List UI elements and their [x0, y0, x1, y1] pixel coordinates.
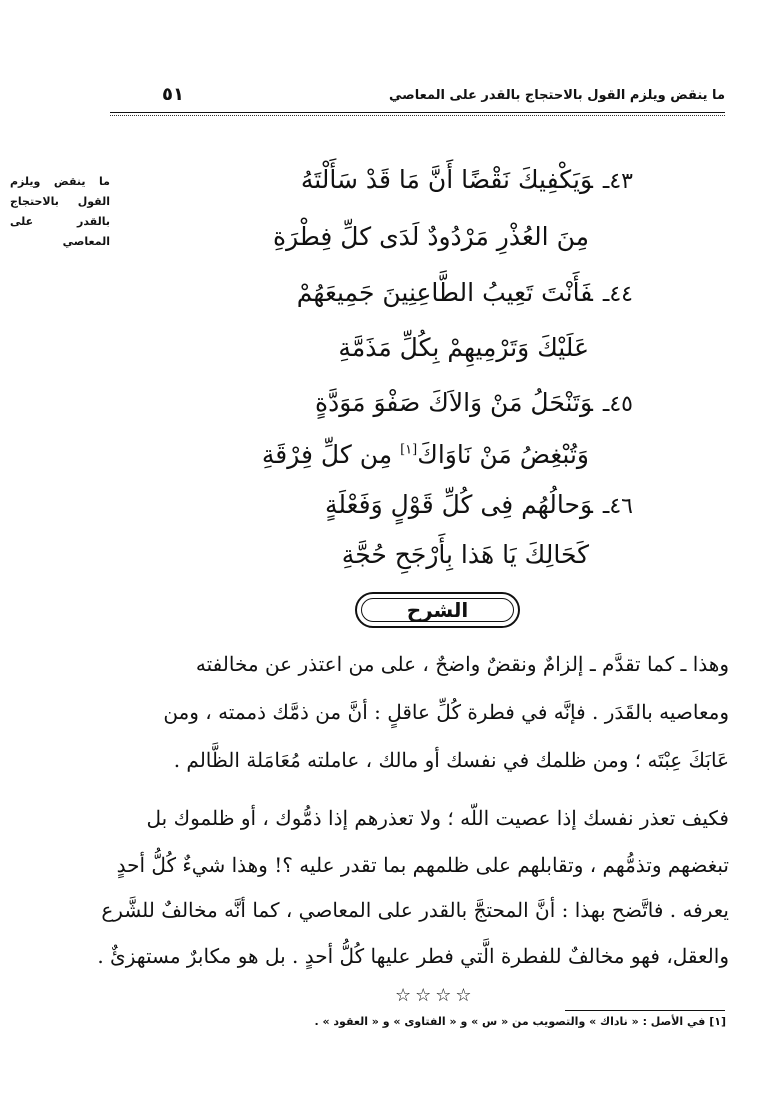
verse-number: ٤٣ـ [602, 169, 633, 194]
verse-44-second-hemistich: عَلَيْكَ وَتَرْمِيهِمْ بِكُلِّ مَذَمَّةِ [338, 333, 589, 362]
verse-text: مِن كلِّ فِرْقَةِ [261, 440, 401, 469]
verse-44-first-hemistich [297, 278, 633, 307]
commentary-line: تبغضهم وتذمُّهم ، وتقابلهم على ظلمهم بما تقدر عليه ؟! وهذا شيءٌ كُلُّ أحدٍ [116, 853, 729, 877]
commentary-line: عَابَكَ عِبْتَه ؛ ومن ظلمك في نفسك أو مالك ، عاملته مُعَامَلة الظَّالم . [173, 748, 729, 772]
footnote [314, 1015, 726, 1028]
section-separator-stars: ☆☆☆☆ [395, 985, 476, 1006]
verse-43-first-hemistich [301, 165, 633, 194]
verse-text: وَيَكْفِيكَ نَقْضًا أَنَّ مَا قَدْ سَأَلْتَهُ [300, 165, 593, 194]
commentary-line: وهذا ـ كما تقدَّم ـ إلزامٌ ونقضٌ واضحٌ ، على من اعتذر عن مخالفته [195, 652, 729, 676]
footnote-rule [565, 1010, 725, 1011]
verse-number: ٤٤ـ [602, 282, 633, 307]
footnote-text: في الأصل : « ناداك » والتصويب من « س » و « الفتاوى » و « العقود » . [314, 1015, 706, 1028]
margin-note: ما ينقض ويلزم القول بالاحتجاج بالقدر على المعاصي [10, 175, 110, 248]
verse-number: ٤٥ـ [602, 392, 633, 417]
page-header [110, 84, 725, 110]
verse-text: وَتَنْحَلُ مَنْ وَالاَكَ صَفْوَ مَوَدَّةٍ [315, 388, 593, 417]
verse-45-second-hemistich [262, 440, 589, 469]
verse-number: ٤٦ـ [602, 494, 633, 519]
commentary-line: يعرفه . فاتَّضح بهذا : أنَّ المحتجَّ بالقدر على المعاصي ، كما أنَّه مخالفٌ للشَّرع [101, 898, 729, 922]
verse-text: وَحالُهُم فِى كُلِّ قَوْلٍ وَفَعْلَةٍ [324, 490, 593, 519]
footnote-reference[interactable]: [١] [400, 442, 418, 458]
verse-46-first-hemistich [325, 490, 633, 519]
running-title: ما ينقض ويلزم القول بالاحتجاج بالقدر على المعاصي [389, 88, 725, 103]
commentary-line: ومعاصيه بالقَدَر . فإنَّه في فطرة كُلِّ عاقلٍ : أنَّ من ذمَّك ذممته ، ومن [163, 700, 729, 724]
verse-text: فَأَنْتَ تَعِيبُ الطَّاعِنِينَ جَمِيعَهُمْ [296, 278, 593, 307]
footnote-marker: [١] [709, 1015, 726, 1028]
verse-43-second-hemistich: مِنَ العُذْرِ مَرْدُودٌ لَدَى كلِّ فِطْرَةِ [273, 222, 589, 251]
commentary-line: والعقل، فهو مخالفٌ للفطرة الَّتي فطر عليها كُلُّ أحدٍ . بل هو مكابرٌ مستهزئٌ . [97, 944, 729, 968]
verse-46-second-hemistich: كَحَالِكَ يَا هَذا بِأَرْجَحِ حُجَّةِ [341, 540, 589, 569]
header-dotted-rule [110, 115, 725, 116]
section-title: الشرح [406, 598, 469, 622]
verse-text: وَتُبْغِضُ مَنْ نَاوَاكَ [417, 440, 589, 469]
page-number: ٥١ [162, 84, 184, 105]
commentary-line: فكيف تعذر نفسك إذا عصيت اللّه ؛ ولا تعذرهم إذا ذمُّوك ، أو ظلموك بل [146, 806, 729, 830]
section-heading-frame [355, 592, 520, 628]
header-rule [110, 112, 725, 113]
verse-45-first-hemistich [315, 388, 633, 417]
